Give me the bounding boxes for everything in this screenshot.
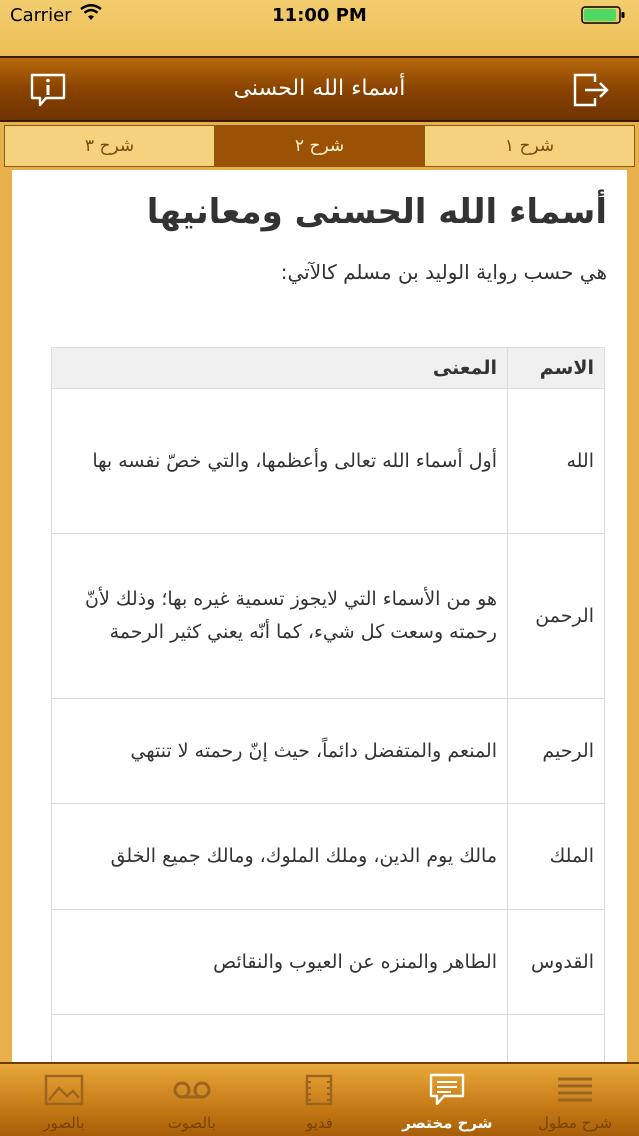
film-icon bbox=[298, 1072, 340, 1108]
article-content[interactable] bbox=[12, 170, 627, 1062]
column-header-meaning: المعنى bbox=[52, 348, 508, 389]
name-cell bbox=[508, 1015, 605, 1063]
clock: 11:00 PM bbox=[272, 5, 367, 26]
segmented-tabs bbox=[4, 125, 635, 167]
meaning-cell: أول أسماء الله تعالى وأعظمها، والتي خصّ نفسه بها bbox=[52, 389, 508, 534]
article-intro: هي حسب رواية الوليد بن مسلم كالآتي: bbox=[280, 260, 607, 284]
table-row bbox=[52, 910, 605, 1015]
name-cell: الملك bbox=[508, 804, 605, 910]
carrier-label: Carrier bbox=[10, 5, 72, 26]
table-row bbox=[52, 534, 605, 699]
list-icon bbox=[554, 1072, 596, 1108]
tab-short-explanation-label: شرح مختصر bbox=[402, 1114, 493, 1132]
meaning-cell: مالك يوم الدين، وملك الملوك، ومالك جميع الخلق bbox=[52, 804, 508, 910]
article-heading: أسماء الله الحسنى ومعانيها bbox=[146, 192, 607, 232]
name-cell: القدوس bbox=[508, 910, 605, 1015]
table-row bbox=[52, 699, 605, 804]
tab-audio[interactable] bbox=[128, 1064, 256, 1136]
meaning-cell: المنعم والمتفضل دائماً، حيث إنّ رحمته لا تنتهي bbox=[52, 699, 508, 804]
exit-icon[interactable] bbox=[571, 72, 611, 108]
tab-short-explanation[interactable] bbox=[383, 1064, 511, 1136]
speech-bubble-icon bbox=[426, 1072, 468, 1108]
table-row bbox=[52, 804, 605, 910]
meaning-cell bbox=[52, 1015, 508, 1063]
column-header-name: الاسم bbox=[508, 348, 605, 389]
image-icon bbox=[43, 1072, 85, 1108]
tab-images[interactable] bbox=[0, 1064, 128, 1136]
name-cell: الرحيم bbox=[508, 699, 605, 804]
tab-audio-label: بالصوت bbox=[167, 1114, 216, 1132]
tab-sharh-2[interactable]: شرح ٢ bbox=[214, 126, 424, 166]
name-cell: الرحمن bbox=[508, 534, 605, 699]
tab-sharh-3[interactable]: شرح ٣ bbox=[5, 126, 214, 166]
tab-sharh-1[interactable]: شرح ١ bbox=[424, 126, 634, 166]
tab-video-label: فديو bbox=[306, 1114, 333, 1132]
name-cell: الله bbox=[508, 389, 605, 534]
table-header-row bbox=[52, 348, 605, 389]
bottom-tab-bar bbox=[0, 1062, 639, 1136]
meaning-cell: الطاهر والمنزه عن العيوب والنقائص bbox=[52, 910, 508, 1015]
navigation-bar bbox=[0, 56, 639, 122]
voicemail-icon bbox=[171, 1072, 213, 1108]
names-table bbox=[51, 347, 605, 1062]
tab-long-explanation-label: شرح مطول bbox=[537, 1114, 613, 1132]
tab-long-explanation[interactable] bbox=[511, 1064, 639, 1136]
meaning-cell: هو من الأسماء التي لايجوز تسمية غيره بها؛ وذلك لأنّ رحمته وسعت كل شيء، كما أنّه يعني كثير الرحمة bbox=[52, 534, 508, 699]
battery-icon bbox=[581, 6, 627, 24]
table-row bbox=[52, 389, 605, 534]
tab-images-label: بالصور bbox=[43, 1114, 85, 1132]
status-bar bbox=[0, 0, 639, 56]
table-row bbox=[52, 1015, 605, 1063]
page-title: أسماء الله الحسنى bbox=[233, 76, 406, 101]
tab-video[interactable] bbox=[256, 1064, 384, 1136]
